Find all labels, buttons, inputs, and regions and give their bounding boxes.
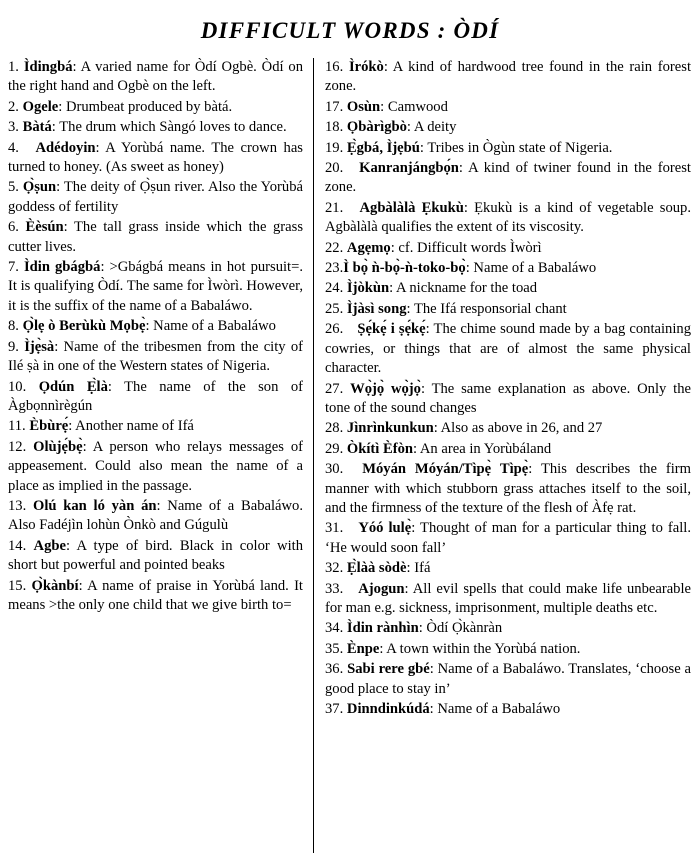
entry-number: 9. bbox=[8, 338, 19, 355]
entry-number: 7. bbox=[8, 259, 19, 276]
entry-number: 11. bbox=[8, 418, 26, 435]
entry-term: Agbe bbox=[33, 537, 66, 554]
glossary-entry bbox=[325, 619, 691, 638]
glossary-entry bbox=[8, 178, 303, 217]
glossary-entry bbox=[325, 239, 691, 258]
glossary-entry bbox=[325, 580, 691, 619]
entry-definition: : A town within the Yorùbá nation. bbox=[379, 640, 581, 657]
entry-number: 32. bbox=[325, 560, 344, 577]
entry-term: Ìdin gbágbá bbox=[24, 259, 101, 276]
entry-number: 18. bbox=[325, 119, 344, 136]
entry-term: Ọdún Ẹ̀là bbox=[38, 378, 108, 395]
entry-term: Olú kan ló yàn án bbox=[33, 497, 157, 514]
entry-definition: : The same explanation as above. Only the tone of the sound changes bbox=[325, 380, 691, 416]
entry-number: 29. bbox=[325, 440, 344, 457]
glossary-entry bbox=[325, 640, 691, 659]
entry-number: 3. bbox=[8, 119, 19, 136]
glossary-entry bbox=[8, 378, 303, 417]
glossary-entry bbox=[8, 577, 303, 616]
glossary-entry bbox=[8, 98, 303, 117]
entry-term: Ẹ̀làà sòdè bbox=[346, 560, 407, 577]
entry-definition: : All evil spells that could make life unbearable for man e.g. sickness, imprisonment, multiple deaths etc. bbox=[325, 580, 691, 616]
left-column bbox=[8, 58, 313, 853]
entry-definition: : Thought of man for a particular thing to fall. ‘He would soon fall’ bbox=[325, 520, 692, 556]
entry-term: Adédoyin bbox=[35, 139, 96, 156]
entry-number: 28. bbox=[325, 420, 344, 437]
entry-number: 14. bbox=[8, 537, 27, 554]
glossary-entry bbox=[325, 660, 691, 699]
entry-definition: : A type of bird. Black in color with short but powerful and pointed beaks bbox=[8, 537, 303, 574]
entry-definition: : Camwood bbox=[380, 98, 448, 115]
entry-number: 27. bbox=[325, 380, 344, 397]
entry-definition: : Name of a Babaláwo. Also Fadéjìn lohùn Ònkò and Gúgulù bbox=[8, 497, 303, 534]
entry-number: 31. bbox=[325, 520, 344, 537]
entry-term: Ènpe bbox=[346, 640, 380, 657]
entry-term: Ìrókò bbox=[348, 59, 384, 75]
glossary-entry bbox=[8, 338, 303, 377]
entry-number: 5. bbox=[8, 179, 19, 196]
entry-definition: : Name of a Babaláwo bbox=[465, 260, 597, 277]
entry-definition: : A kind of twiner found in the forest zone. bbox=[325, 160, 691, 196]
entry-definition: : Name of a Babaláwo bbox=[145, 318, 276, 335]
entry-number: 17. bbox=[325, 98, 344, 115]
entry-number: 37. bbox=[325, 701, 344, 717]
entry-definition: : Name of a Babaláwo bbox=[429, 701, 561, 717]
entry-term: Ọ̀lẹ ò Berùkù Mọbẹ̀ bbox=[22, 318, 146, 335]
entry-definition: : A Yorùbá name. The crown has turned to honey. (As sweet as honey) bbox=[8, 139, 303, 176]
entry-definition: : Also as above in 26, and 27 bbox=[433, 420, 603, 437]
entry-number: 23. bbox=[325, 260, 344, 277]
two-column-body bbox=[8, 58, 692, 853]
entry-number: 16. bbox=[325, 59, 344, 75]
entry-number: 13. bbox=[8, 497, 27, 514]
entry-term: Èbùrẹ́ bbox=[29, 418, 69, 435]
entry-number: 2. bbox=[8, 98, 19, 115]
entry-term: Agbàlàlà Ẹkukù bbox=[359, 199, 464, 216]
glossary-entry bbox=[325, 419, 691, 438]
glossary-entry bbox=[325, 700, 691, 719]
entry-number: 19. bbox=[325, 139, 344, 156]
glossary-entry bbox=[325, 58, 691, 97]
glossary-entry bbox=[8, 537, 303, 576]
entry-term: Ọ̀ṣun bbox=[22, 179, 57, 196]
glossary-entry bbox=[325, 259, 691, 278]
glossary-entry bbox=[8, 317, 303, 336]
entry-definition: : The deity of Ọ̀ṣun river. Also the Yorùbá goddess of fertility bbox=[8, 179, 303, 215]
entry-definition: : Tribes in Ògùn state of Nigeria. bbox=[419, 139, 613, 156]
entry-term: Wọ̀jọ̀ wọ̀jọ̀ bbox=[350, 380, 421, 397]
entry-number: 6. bbox=[8, 219, 19, 236]
entry-number: 25. bbox=[325, 300, 344, 317]
entry-definition: : The chime sound made by a bag containing cowries, or things that are of almost the same physical character. bbox=[325, 321, 691, 377]
right-column bbox=[314, 58, 691, 853]
entry-term: Jìnrìnkunkun bbox=[346, 420, 434, 437]
entry-term: Ọ̀kànbí bbox=[31, 577, 79, 594]
entry-term: Sabi rere gbé bbox=[347, 661, 430, 678]
entry-definition: : cf. Difficult words Ìwòrì bbox=[390, 239, 542, 256]
entry-number: 26. bbox=[325, 321, 344, 338]
glossary-entry bbox=[8, 218, 303, 257]
entry-term: Ìdin rànhìn bbox=[346, 620, 419, 637]
entry-definition: : This describes the firm manner with which stubborn grass attaches itself to the soil, and the firmness of the texture of the flesh of Àfẹ rat. bbox=[325, 461, 691, 516]
glossary-entry bbox=[8, 417, 303, 436]
entry-definition: : Òdí Ọ̀kànràn bbox=[418, 620, 503, 637]
entry-term: Osùn bbox=[346, 98, 381, 115]
glossary-entry bbox=[325, 279, 691, 298]
entry-number: 10. bbox=[8, 378, 27, 395]
entry-number: 15. bbox=[8, 577, 27, 594]
glossary-entry bbox=[325, 199, 691, 238]
entry-definition: : A name of praise in Yorùbá land. It means >the only one child that we give birth to= bbox=[8, 577, 303, 613]
entry-term: Ogele bbox=[22, 98, 59, 115]
entry-term: Olùjẹ́bẹ̀ bbox=[33, 438, 83, 455]
entry-term: Ìjòkùn bbox=[346, 280, 390, 297]
entry-term: Ọbàrìgbò bbox=[346, 119, 407, 136]
glossary-entry bbox=[8, 118, 303, 137]
glossary-entry bbox=[8, 438, 303, 496]
entry-number: 1. bbox=[8, 59, 19, 75]
entry-number: 35. bbox=[325, 640, 344, 657]
entry-term: Ì bọ̀ ǹ-bọ̀-ǹ-toko-bọ̀ bbox=[343, 260, 466, 277]
glossary-entry bbox=[8, 58, 303, 97]
entry-term: Ìdingbá bbox=[23, 59, 73, 75]
entry-number: 21. bbox=[325, 199, 344, 216]
entry-number: 8. bbox=[8, 318, 19, 335]
entry-definition: : A nickname for the toad bbox=[389, 280, 538, 297]
entry-definition: : Ẹkukù is a kind of vegetable soup. Agbàlàlà qualifies the extent of its viscosity. bbox=[325, 199, 691, 236]
entry-definition: : Drumbeat produced by bàtá. bbox=[58, 98, 233, 115]
entry-definition: : An area in Yorùbáland bbox=[413, 440, 552, 457]
entry-number: 22. bbox=[325, 239, 344, 256]
glossary-entry bbox=[325, 118, 691, 137]
entry-definition: : Another name of Ifá bbox=[68, 418, 194, 435]
glossary-entry bbox=[325, 320, 691, 378]
entry-term: Dinndinkúdá bbox=[346, 701, 430, 717]
entry-definition: : The name of the son of Àgbọnnìrègún bbox=[8, 378, 303, 414]
glossary-entry bbox=[325, 380, 691, 419]
entry-definition: : A deity bbox=[406, 119, 457, 136]
entry-definition: : Ifá bbox=[406, 560, 431, 577]
entry-definition: : The Ifá responsorial chant bbox=[406, 300, 567, 317]
entry-term: Bàtá bbox=[22, 119, 52, 136]
glossary-entry bbox=[8, 139, 303, 178]
entry-term: Ìjàsì song bbox=[346, 300, 407, 317]
entry-term: Agẹmọ bbox=[346, 239, 391, 256]
entry-term: Móyán Móyán/Tìpẹ̀ Tìpẹ̀ bbox=[362, 461, 529, 478]
entry-number: 12. bbox=[8, 438, 27, 455]
entry-term: Yóó lulẹ̀ bbox=[358, 520, 412, 537]
glossary-entry bbox=[325, 139, 691, 158]
glossary-entry bbox=[8, 497, 303, 536]
entry-number: 33. bbox=[325, 580, 344, 597]
entry-term: Ṣẹ́kẹ́ i ṣẹ́kẹ́ bbox=[357, 321, 426, 338]
entry-term: Kanranjángbọ́n bbox=[359, 160, 459, 177]
entry-definition: : A varied name for Òdí Ogbè. Òdí on the right hand and Ogbè on the left. bbox=[8, 59, 303, 95]
glossary-entry bbox=[325, 159, 691, 198]
glossary-entry bbox=[8, 258, 303, 316]
entry-definition: : The tall grass inside which the grass cutter lives. bbox=[8, 219, 303, 255]
glossary-entry bbox=[325, 460, 691, 518]
glossary-entry bbox=[325, 559, 691, 578]
entry-definition: : A kind of hardwood tree found in the rain forest zone. bbox=[325, 59, 691, 95]
entry-number: 24. bbox=[325, 280, 344, 297]
glossary-entry bbox=[325, 300, 691, 319]
entry-number: 20. bbox=[325, 160, 344, 177]
entry-term: Ẹ̀gbá, Ìjẹbú bbox=[346, 139, 420, 156]
entry-term: Ìjẹ̀sà bbox=[24, 338, 55, 355]
entry-definition: : A person who relays messages of appeasement. Could also mean the name of a place as implied in the passage. bbox=[8, 438, 303, 494]
entry-definition: : The drum which Sàngó loves to dance. bbox=[51, 119, 287, 136]
entry-term: Èèsún bbox=[25, 219, 64, 236]
glossary-entry bbox=[325, 440, 691, 459]
entry-term: Ajogun bbox=[358, 580, 405, 597]
entry-definition: : >Gbágbá means in hot pursuit=. It is qualifying Òdí. The same for Ìwòrì. However, it is the suffix of the name of a Babaláwo. bbox=[8, 259, 303, 314]
glossary-entry bbox=[325, 98, 691, 117]
page-title: DIFFICULT WORDS : ÒDÍ bbox=[200, 18, 500, 43]
entry-definition: : Name of a Babaláwo. Translates, ‘choose a good place to stay in’ bbox=[325, 661, 692, 697]
entry-number: 30. bbox=[325, 461, 344, 478]
entry-definition: : Name of the tribesmen from the city of Ilé ṣà in one of the Western states of Nigeria. bbox=[8, 338, 303, 375]
entry-number: 36. bbox=[325, 661, 344, 678]
entry-number: 34. bbox=[325, 620, 344, 637]
entry-term: Òkítì Èfòn bbox=[346, 440, 413, 457]
glossary-entry bbox=[325, 519, 691, 558]
entry-number: 4. bbox=[8, 139, 19, 156]
